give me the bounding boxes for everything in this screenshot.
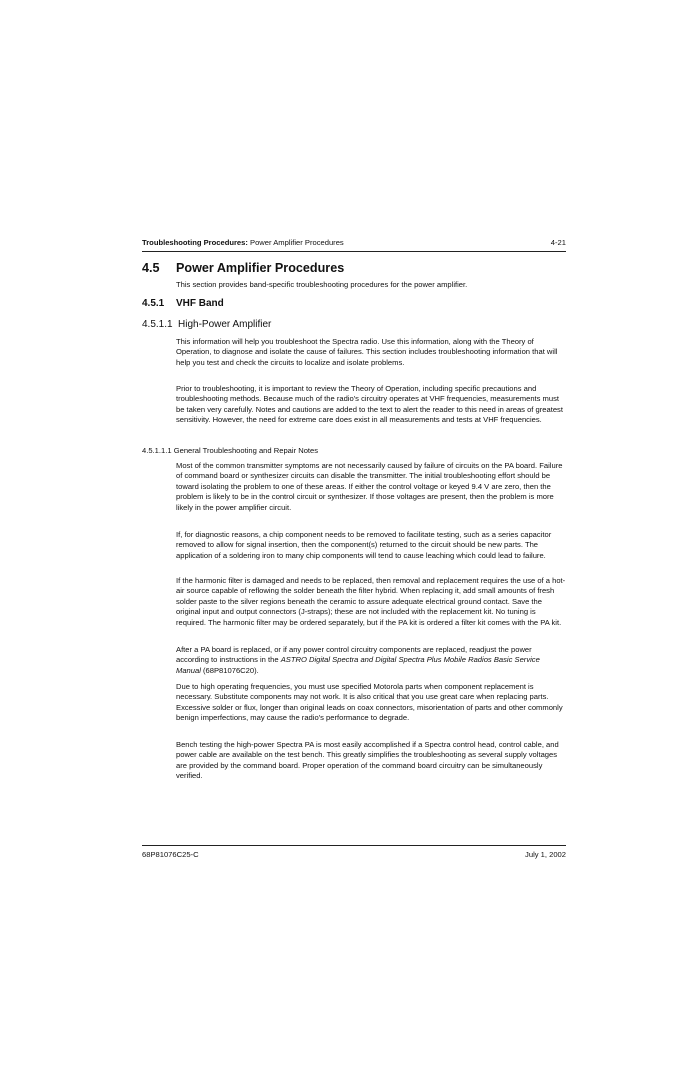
body-paragraph: If the harmonic filter is damaged and needs to be replaced, then removal and replacement requires the use of a hot-air source capable of reflowing the solder beneath the filter hybrid. When replacing it, add small amounts of fresh solder paste to the silver regions beneath the ceramic to assure adequate electrical ground contact. Save the original input and output connectors (J-straps); these are not included with the replacement kit. No tuning is required. The harmonic filter may be ordered separately, but if the PA kit is ordered a filter kit comes with the PA kit.	[176, 576, 566, 627]
page-header	[142, 238, 566, 252]
running-header	[142, 238, 344, 248]
section-number: 4.5.1.1	[142, 319, 173, 330]
section-title: High-Power Amplifier	[178, 319, 272, 330]
section-number: 4.5	[142, 261, 160, 275]
header-section-bold: Troubleshooting Procedures:	[142, 238, 248, 247]
section-number: 4.5.1.1.1	[142, 446, 172, 455]
footer-divider	[142, 845, 566, 846]
section-heading-4-5-1	[142, 298, 224, 310]
body-paragraph-pa-replaced	[176, 645, 566, 676]
body-paragraph: This information will help you troubleshoot the Spectra radio. Use this information, along with the Theory of Operation, to diagnose and isolate the cause of failures. This section includes troubleshooting information that will help you test and check the circuits to localize and isolate problems.	[176, 337, 558, 367]
manual-title-reference: ASTRO Digital Spectra and Digital Spectra Plus Mobile Radios Basic Service Manual	[176, 655, 540, 675]
section-title: Power Amplifier Procedures	[176, 261, 345, 275]
body-paragraph: If, for diagnostic reasons, a chip component needs to be removed to facilitate testing, such as a series capacitor removed to allow for signal insertion, then the component(s) returned to the circuit should be new parts. The application of a soldering iron to many chip components will tend to cause leaching which could lead to failure.	[176, 530, 552, 560]
section-heading-4-5-1-1-1	[142, 446, 318, 456]
header-section-title: Power Amplifier Procedures	[247, 238, 344, 247]
body-paragraph: Most of the common transmitter symptoms are not necessarily caused by failure of circuits on the PA board. Failure of command board or synthesizer circuits can disable the transmitter. The initial troubleshooting effort should be toward isolating the problem to one of these areas. If either the control voltage or keyed 9.4 V are zero, then the problem is likely to be in the control circuit or synthesizer. If those voltages are present, then the problem is more likely in the power amplifier circuit.	[176, 461, 563, 512]
footer-doc-number: 68P81076C25-C	[142, 850, 199, 859]
section-number: 4.5.1	[142, 298, 165, 309]
page-footer	[142, 850, 566, 862]
section-intro-paragraph: This section provides band-specific troubleshooting procedures for the power amplifier.	[176, 280, 468, 289]
section-heading-4-5-1-1	[142, 319, 271, 331]
body-paragraph: Prior to troubleshooting, it is important to review the Theory of Operation, including specific precautions and troubleshooting methods. Because much of the radio's circuitry operates at VHF frequencies, measurements must be taken very carefully. Notes and cautions are added to the text to alert the reader to this need in areas of greatest sensitivity. However, the need for extreme care does exist in all measurements and tests at VHF frequencies.	[176, 384, 563, 425]
section-title: General Troubleshooting and Repair Notes	[173, 446, 319, 455]
section-heading-4-5	[142, 261, 344, 275]
section-title: VHF Band	[176, 298, 224, 309]
body-paragraph: Bench testing the high-power Spectra PA is most easily accomplished if a Spectra control head, control cable, and power cable are available on the test bench. This greatly simplifies the troubleshooting as several supply voltages are provided by the command board. Proper operation of the command board circuitry can be simultaneously verified.	[176, 740, 559, 781]
paragraph-text: (68P81076C20).	[200, 665, 259, 675]
body-paragraph: Due to high operating frequencies, you must use specified Motorola parts when component replacement is necessary. Substitute components may not work. It is also critical that you use great care when replacing parts. Excessive solder or flux, longer than original leads on coax connectors, misorientation of parts and other commonly benign imperfections, may cause the radio's performance to degrade.	[176, 682, 563, 723]
footer-date: July 1, 2002	[525, 850, 566, 859]
header-divider	[142, 251, 566, 252]
header-page-number: 4-21	[550, 238, 566, 247]
paragraph-text: After a PA board is replaced, or if any power control circuitry components are replaced, readjust the power according to instructions in the	[176, 645, 532, 665]
